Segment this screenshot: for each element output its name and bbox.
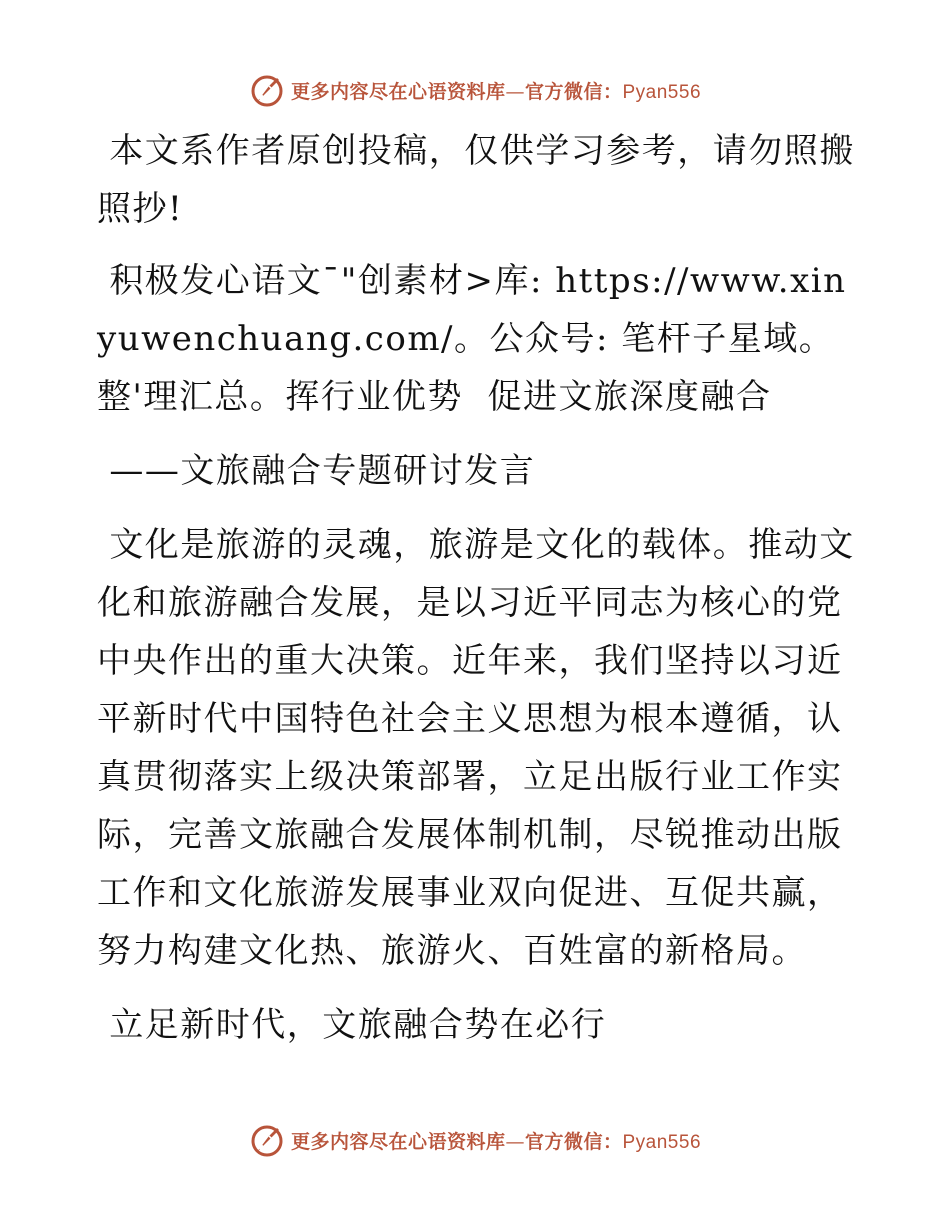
header-watermark [0,70,950,110]
copyright-notice: 本文系作者原创投稿，仅供学习参考，请勿照搬照抄! [97,131,855,229]
body-paragraph: 文化是旅游的灵魂，旅游是文化的载体。推动文化和旅游融合发展，是以习近平同志为核心的党中央作出的重大决策。近年来，我们坚持以习近平新时代中国特色社会主义思想为根本遵循，认真贯彻落实上级决策部署，立足出版行业工作实际，完善文旅融合发展体制机制，尽锐推动出版工作和文化旅游发展事业双向促进、互促共赢，努力构建文化热、旅游火、百姓富的新格局。 [97,525,855,971]
source-and-title-line: 积极发心语文¯"创素材>库: https://www.xinyuwenchuang.com/。公众号: 笔杆子星域。整'理汇总。挥行业优势 促进文旅深度融合 [97,261,847,417]
footer-watermark [0,1120,950,1160]
watermark-text: 更多内容尽在心语资料库—官方微信：Pyan556 [290,80,702,103]
quill-pen-logo-icon [249,72,285,108]
watermark-text: 更多内容尽在心语资料库—官方微信：Pyan556 [290,1130,702,1153]
section-heading: 立足新时代，文旅融合势在必行 [97,1005,607,1045]
quill-pen-logo-icon [249,1122,285,1158]
subtitle: ——文旅融合专题研讨发言 [97,451,536,491]
document-body [97,122,857,1054]
